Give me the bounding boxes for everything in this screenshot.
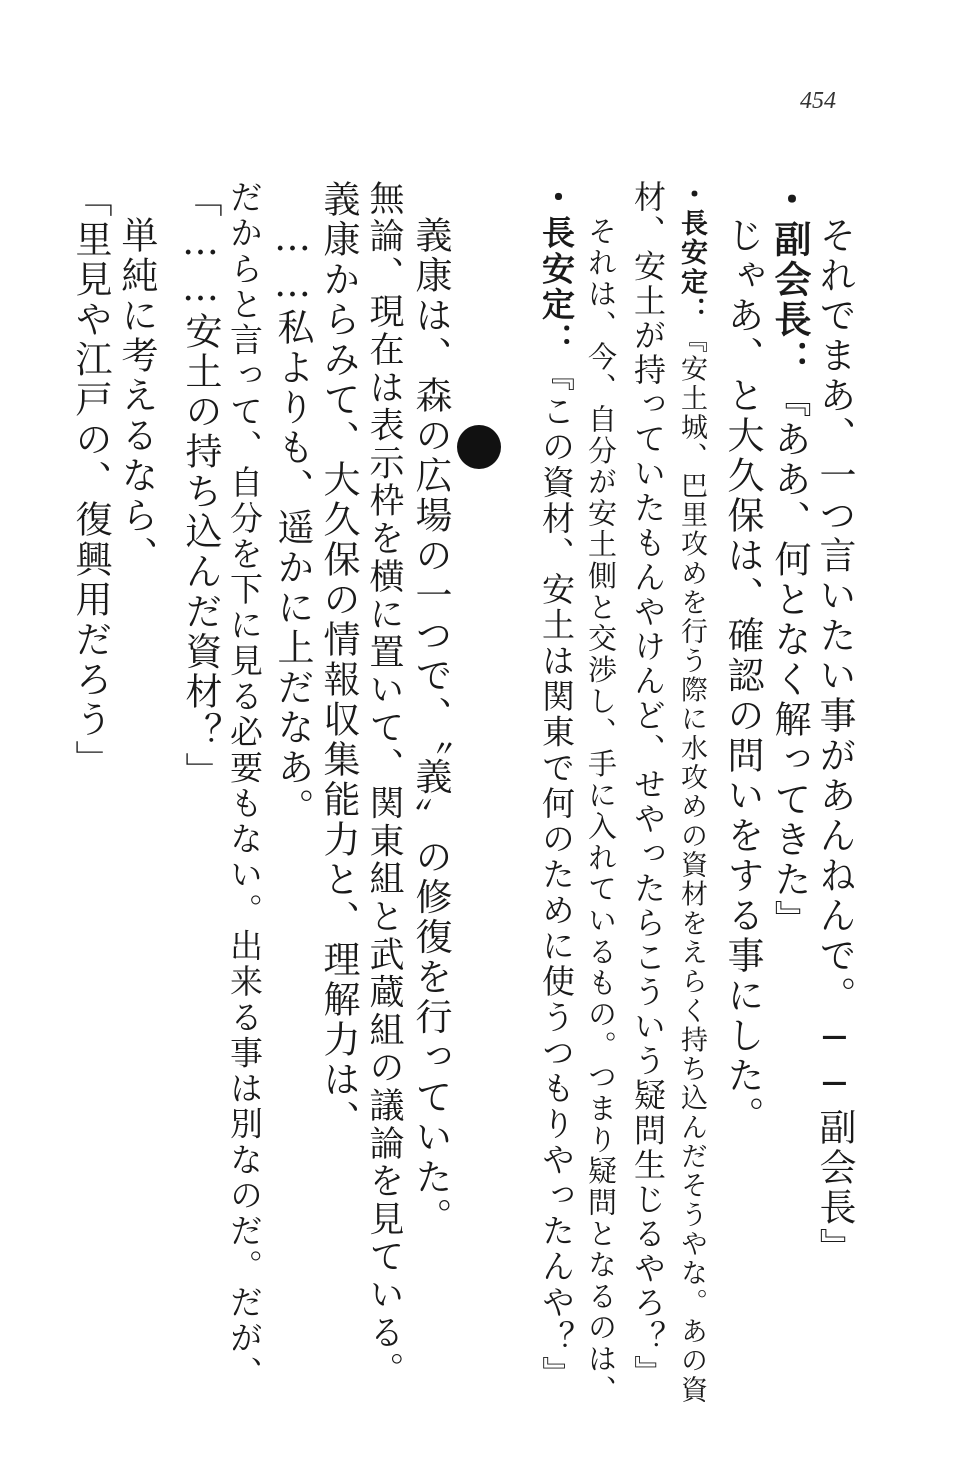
column-text: 『ああ、何となく解ってきた』 xyxy=(768,380,811,940)
column-text: ……私よりも、遥かに上だなあ。 xyxy=(271,216,314,828)
text-column-8 xyxy=(409,216,452,1238)
speaker-label: 長安定： xyxy=(676,209,707,326)
column-text: 単純に考えるなら、 xyxy=(115,216,158,576)
text-column-4 xyxy=(678,180,705,1405)
text-column-3 xyxy=(721,216,764,1136)
text-column-2 xyxy=(767,180,811,940)
column-text: 「里見や江戸の、復興用だろう」 xyxy=(69,180,112,780)
speaker-label: 副会長： xyxy=(768,220,811,380)
page-number: 454 xyxy=(800,88,836,114)
text-column-15 xyxy=(69,180,112,780)
text-column-9 xyxy=(364,180,404,1390)
column-text: 義康は、森の広場の一つで、〝義〟の修復を行っていた。 xyxy=(409,216,452,1238)
bullet: ・ xyxy=(676,180,707,210)
bullet: ・ xyxy=(537,180,576,216)
column-text: じゃあ、と大久保は、確認の問いをする事にした。 xyxy=(721,216,764,1136)
text-column-1 xyxy=(813,216,856,1268)
text-column-5 xyxy=(629,180,667,1390)
column-text: 『この資材、安土は関東で何のために使うつもりやったんや？』 xyxy=(537,358,576,1392)
text-column-7 xyxy=(537,180,576,1392)
column-text: それでまあ、一つ言いたい事があんねんで。──副会長』 xyxy=(813,216,856,1268)
section-break-dot xyxy=(457,425,501,469)
column-text: 義康からみて、大久保の情報収集能力と、理解力は、 xyxy=(317,180,360,1140)
column-text: 「……安土の持ち込んだ資材？」 xyxy=(179,180,222,792)
column-text: 『安土城、巴里攻めを行う際に水攻めの資材をえらく持ち込んだそうやな。あの資 xyxy=(676,325,707,1405)
column-text: それは、今、自分が安土側と交渉し、手に入れているもの。つまり疑問となるのは、 xyxy=(584,216,618,1407)
text-column-12 xyxy=(225,180,264,1392)
bullet: ・ xyxy=(767,180,811,220)
text-column-14 xyxy=(115,216,158,576)
speaker-label: 長安定： xyxy=(537,215,576,359)
column-text: 材、安土が持っていたもんやけんど、せやったらこういう疑問生じるやろ？』 xyxy=(629,180,667,1390)
text-column-6 xyxy=(584,216,618,1407)
text-column-13 xyxy=(179,180,222,792)
column-text: 無論、現在は表示枠を横に置いて、関東組と武蔵組の議論を見ている。 xyxy=(364,180,404,1390)
text-column-11 xyxy=(271,216,314,828)
column-text: だからと言って、自分を下に見る必要もない。出来る事は別なのだ。だが、 xyxy=(225,180,264,1392)
text-column-10 xyxy=(317,180,360,1140)
